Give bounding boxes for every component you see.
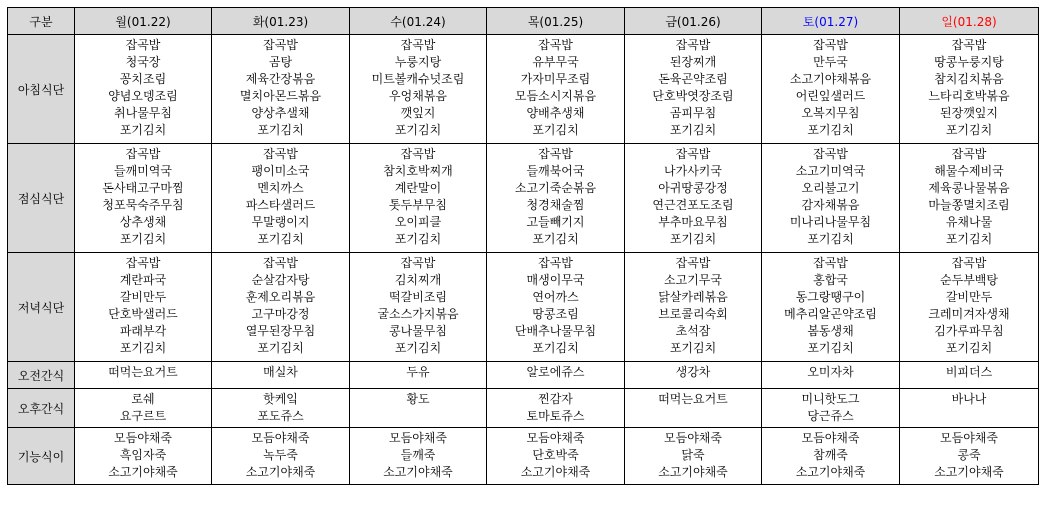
menu-item-list: [350, 35, 486, 139]
menu-item: 고들빼기지: [526, 215, 585, 229]
menu-item: 요구르트: [119, 409, 167, 423]
menu-item: 떡갈비조림: [389, 290, 447, 304]
menu-item: 소고기야채죽: [108, 465, 178, 479]
menu-item: 매생이무국: [526, 273, 585, 287]
menu-cell-sun: [900, 362, 1039, 389]
menu-cell-thu: [487, 144, 625, 253]
menu-cell-tue: [212, 35, 350, 144]
menu-item-list: [900, 362, 1038, 381]
menu-cell-fri: [625, 35, 762, 144]
menu-cell-tue: [212, 144, 350, 253]
menu-item: 잡곡밥: [263, 147, 298, 161]
menu-item: 황도: [406, 392, 430, 406]
menu-item: 포기김치: [807, 232, 854, 246]
menu-item: 제육콩나물볶음: [928, 181, 1010, 195]
menu-cell-mon: [75, 389, 212, 428]
menu-item: 모듬야채죽: [801, 431, 860, 445]
menu-item: 단호박엿장조림: [652, 89, 734, 103]
menu-cell-sat: [762, 389, 900, 428]
menu-cell-mon: [75, 253, 212, 362]
menu-item-list: [487, 35, 624, 139]
menu-cell-mon: [75, 362, 212, 389]
menu-item: 굴소스가지볶음: [377, 307, 459, 321]
menu-item: 양상추샐채: [251, 106, 310, 120]
menu-item: 흑임자죽: [119, 448, 167, 462]
menu-item: 오복지무침: [801, 106, 860, 120]
menu-item: 소고기무국: [664, 273, 722, 287]
menu-item-list: [762, 253, 899, 357]
menu-item: 무말랭이지: [251, 215, 310, 229]
row-label: 점심식단: [8, 144, 75, 253]
menu-item: 포기김치: [257, 123, 304, 137]
menu-item: 잡곡밥: [125, 147, 161, 161]
menu-item: 유부무국: [532, 55, 579, 69]
menu-cell-thu: [487, 362, 625, 389]
breakfast-row: [8, 35, 1039, 144]
menu-item-list: [350, 428, 486, 481]
menu-item: 포기김치: [532, 123, 579, 137]
menu-item-list: [212, 362, 349, 381]
menu-item: 나가사키국: [664, 164, 722, 178]
menu-item: 알로에쥬스: [526, 365, 585, 379]
menu-item-list: [75, 35, 211, 139]
header-category: 구분: [8, 8, 75, 35]
menu-item-list: [900, 144, 1038, 248]
menu-item: 가자미무조림: [520, 72, 591, 86]
menu-cell-wed: [350, 35, 487, 144]
header-day-thu: 목(01.25): [487, 8, 625, 35]
menu-item: 곰탕: [268, 55, 293, 69]
menu-item: 유채나물: [945, 215, 993, 229]
afternoon-snack-row: [8, 389, 1039, 428]
menu-item: 팽이미소국: [251, 164, 310, 178]
menu-item: 고구마강정: [251, 307, 310, 321]
menu-item: 잡곡밥: [538, 256, 573, 270]
menu-item: 잡곡밥: [400, 147, 436, 161]
menu-cell-tue: [212, 362, 350, 389]
menu-item: 들깨죽: [400, 448, 436, 462]
menu-item: 된장찌개: [669, 55, 717, 69]
row-label: 오전간식: [8, 362, 75, 389]
menu-item: 모듬야채죽: [664, 431, 722, 445]
menu-item: 포기김치: [669, 341, 717, 355]
menu-item: 톳두부무침: [389, 198, 447, 212]
menu-item: 소고기야채죽: [383, 465, 453, 479]
menu-item: 로쉐: [131, 392, 155, 406]
menu-cell-mon: [75, 428, 212, 485]
menu-item: 포기김치: [945, 123, 993, 137]
lunch-row: [8, 144, 1039, 253]
header-day-sun: 일(01.28): [900, 8, 1039, 35]
menu-cell-thu: [487, 389, 625, 428]
header-day-fri: 금(01.26): [625, 8, 762, 35]
menu-cell-mon: [75, 35, 212, 144]
menu-cell-sun: [900, 35, 1039, 144]
menu-item-list: [212, 428, 349, 481]
menu-item: 잡곡밥: [400, 38, 436, 52]
menu-cell-sat: [762, 144, 900, 253]
menu-item-list: [75, 428, 211, 481]
menu-cell-wed: [350, 389, 487, 428]
menu-item-list: [762, 428, 899, 481]
menu-item-list: [350, 144, 486, 248]
menu-item: 된장깻잎지: [940, 106, 998, 120]
menu-cell-tue: [212, 253, 350, 362]
row-label: 아침식단: [8, 35, 75, 144]
menu-item: 순두부백탕: [940, 273, 998, 287]
menu-cell-fri: [625, 428, 762, 485]
menu-item: 포기김치: [945, 232, 993, 246]
menu-cell-sat: [762, 35, 900, 144]
menu-item: 홍합국: [813, 273, 848, 287]
menu-item: 포기김치: [532, 232, 579, 246]
menu-item: 브로콜리숙회: [658, 307, 728, 321]
menu-item: 소고기죽순볶음: [514, 181, 597, 195]
menu-item-list: [212, 253, 349, 357]
menu-item: 초석잠: [675, 324, 711, 338]
menu-cell-fri: [625, 144, 762, 253]
menu-item: 파래부각: [119, 324, 167, 338]
menu-item: 잡곡밥: [263, 38, 298, 52]
menu-item: 청경채술찜: [526, 198, 585, 212]
menu-item: 토마토쥬스: [526, 409, 585, 423]
menu-item: 소고기야채죽: [795, 465, 866, 479]
menu-item: 봄동생채: [807, 324, 854, 338]
menu-item-list: [75, 253, 211, 357]
menu-item-list: [212, 389, 349, 425]
menu-cell-wed: [350, 428, 487, 485]
menu-item: 녹두죽: [263, 448, 298, 462]
menu-item-list: [762, 389, 899, 425]
menu-item: 계란말이: [394, 181, 442, 195]
menu-item: 만두국: [813, 55, 848, 69]
row-label: 저녁식단: [8, 253, 75, 362]
menu-item-list: [625, 35, 761, 139]
menu-item: 포기김치: [669, 232, 717, 246]
menu-item: 땅콩조림: [532, 307, 579, 321]
menu-item: 잡곡밥: [125, 256, 161, 270]
menu-item: 잡곡밥: [951, 256, 987, 270]
menu-item: 포기김치: [669, 123, 717, 137]
header-day-sat: 토(01.27): [762, 8, 900, 35]
menu-item: 열무된장무침: [245, 324, 316, 338]
menu-item-list: [900, 35, 1038, 139]
menu-item: 멸치아몬드볶음: [239, 89, 322, 103]
menu-cell-sat: [762, 428, 900, 485]
menu-item: 닭죽: [681, 448, 705, 462]
header-day-mon: 월(01.22): [75, 8, 212, 35]
menu-item: 어린잎샐러드: [795, 89, 866, 103]
menu-item: 참치호박찌개: [383, 164, 453, 178]
menu-item-list: [762, 35, 899, 139]
menu-cell-wed: [350, 362, 487, 389]
weekly-menu-table: [7, 7, 1039, 485]
menu-item: 동그랑땡구이: [795, 290, 866, 304]
menu-item: 포기김치: [394, 232, 442, 246]
header-day-wed: 수(01.24): [350, 8, 487, 35]
menu-item-list: [625, 362, 761, 381]
menu-item: 들깨북어국: [526, 164, 585, 178]
menu-item: 잡곡밥: [538, 147, 573, 161]
menu-item: 콩나물무침: [389, 324, 447, 338]
menu-item: 잡곡밥: [951, 147, 987, 161]
menu-item-list: [900, 428, 1038, 481]
menu-item-list: [75, 362, 211, 381]
menu-item: 생강차: [675, 365, 711, 379]
menu-item: 파스타샐러드: [245, 198, 316, 212]
menu-item: 모듬야채죽: [114, 431, 172, 445]
menu-item: 소고기야채죽: [934, 465, 1004, 479]
row-label: 기능식이: [8, 428, 75, 485]
menu-item: 마늘쫑멸치조림: [928, 198, 1010, 212]
menu-item: 소고기야채죽: [658, 465, 728, 479]
menu-item: 모듬야채죽: [389, 431, 447, 445]
menu-item-list: [75, 389, 211, 425]
menu-cell-wed: [350, 253, 487, 362]
menu-item: 닭살카레볶음: [658, 290, 728, 304]
menu-item: 연어까스: [532, 290, 579, 304]
menu-item-list: [350, 253, 486, 357]
menu-body: [8, 35, 1039, 485]
menu-item: 비피더스: [945, 365, 993, 379]
menu-item: 모듬야채죽: [526, 431, 585, 445]
menu-item-list: [762, 144, 899, 248]
menu-item: 돈사태고구마찜: [102, 181, 184, 195]
menu-cell-wed: [350, 144, 487, 253]
menu-item: 감자채볶음: [801, 198, 860, 212]
menu-cell-thu: [487, 428, 625, 485]
menu-item: 단호박죽: [532, 448, 579, 462]
menu-cell-sat: [762, 253, 900, 362]
menu-item: 당근쥬스: [807, 409, 854, 423]
menu-item: 메추리알곤약조림: [784, 307, 877, 321]
menu-item-list: [625, 253, 761, 357]
menu-item: 오미자차: [807, 365, 854, 379]
menu-item-list: [625, 389, 761, 408]
menu-item: 포기김치: [257, 232, 304, 246]
menu-item-list: [212, 144, 349, 248]
menu-item: 잡곡밥: [813, 38, 848, 52]
menu-item: 매실차: [263, 365, 298, 379]
menu-item: 깻잎지: [400, 106, 436, 120]
menu-item: 참깨죽: [813, 448, 848, 462]
menu-item: 소고기야채볶음: [789, 72, 872, 86]
menu-item-list: [900, 253, 1038, 357]
menu-item: 잡곡밥: [813, 256, 848, 270]
menu-item: 포기김치: [257, 341, 304, 355]
menu-item: 돈육곤약조림: [658, 72, 728, 86]
menu-item: 잡곡밥: [813, 147, 848, 161]
menu-item: 미트볼캐슈넛조림: [371, 72, 465, 86]
menu-item: 두유: [406, 365, 430, 379]
morning-snack-row: [8, 362, 1039, 389]
menu-item-list: [900, 389, 1038, 408]
menu-item: 포기김치: [119, 232, 167, 246]
menu-item: 갈비만두: [945, 290, 993, 304]
menu-item: 오이피클: [394, 215, 442, 229]
menu-item: 포기김치: [532, 341, 579, 355]
menu-item: 잡곡밥: [675, 256, 711, 270]
menu-item: 포기김치: [119, 341, 167, 355]
menu-item: 잡곡밥: [263, 256, 298, 270]
menu-item: 순살감자탕: [251, 273, 310, 287]
menu-item-list: [487, 389, 624, 425]
menu-item-list: [487, 362, 624, 381]
menu-item: 곰피무침: [669, 106, 717, 120]
menu-item: 양배추생채: [526, 106, 585, 120]
menu-item: 청포묵숙주무침: [102, 198, 184, 212]
menu-cell-sun: [900, 144, 1039, 253]
menu-item-list: [487, 253, 624, 357]
menu-item: 모듬야채죽: [251, 431, 310, 445]
menu-item: 포기김치: [945, 341, 993, 355]
menu-item: 포기김치: [807, 341, 854, 355]
menu-item: 멘치까스: [257, 181, 304, 195]
menu-item: 부추마요무침: [658, 215, 728, 229]
menu-item: 잡곡밥: [125, 38, 161, 52]
menu-cell-sun: [900, 428, 1039, 485]
menu-cell-mon: [75, 144, 212, 253]
menu-item: 소고기야채죽: [245, 465, 316, 479]
menu-item: 계란파국: [119, 273, 167, 287]
dinner-row: [8, 253, 1039, 362]
header-row: [8, 8, 1039, 35]
menu-item-list: [487, 144, 624, 248]
menu-cell-sun: [900, 253, 1039, 362]
menu-item: 모듬소시지볶음: [514, 89, 597, 103]
menu-item: 미나리나물무침: [789, 215, 872, 229]
menu-item: 바나나: [951, 392, 987, 406]
menu-item: 취나물무침: [114, 106, 172, 120]
row-label: 오후간식: [8, 389, 75, 428]
menu-item: 포도쥬스: [257, 409, 304, 423]
menu-item: 포기김치: [807, 123, 854, 137]
menu-item: 해물수제비국: [934, 164, 1004, 178]
menu-item: 잡곡밥: [538, 38, 573, 52]
menu-item-list: [350, 362, 486, 381]
menu-item: 잡곡밥: [400, 256, 436, 270]
menu-item: 단배추나물무침: [514, 324, 597, 338]
menu-item: 우엉채볶음: [389, 89, 447, 103]
menu-item-list: [350, 389, 486, 408]
menu-cell-sat: [762, 362, 900, 389]
menu-item: 김가루파무침: [934, 324, 1004, 338]
menu-item: 핫케잌: [263, 392, 298, 406]
menu-item: 땅콩누룽지탕: [934, 55, 1004, 69]
menu-item: 콩죽: [957, 448, 981, 462]
menu-item: 오리불고기: [801, 181, 860, 195]
menu-item: 떠먹는요거트: [108, 365, 178, 379]
menu-item-list: [625, 428, 761, 481]
menu-item: 떠먹는요거트: [658, 392, 728, 406]
menu-item: 제육간장볶음: [245, 72, 316, 86]
menu-item-list: [75, 144, 211, 248]
menu-cell-fri: [625, 389, 762, 428]
menu-item: 김치찌개: [394, 273, 442, 287]
menu-item: 찐감자: [538, 392, 573, 406]
menu-item: 단호박샐러드: [108, 307, 178, 321]
menu-item: 꽁치조림: [119, 72, 167, 86]
menu-item: 잡곡밥: [675, 147, 711, 161]
menu-cell-tue: [212, 428, 350, 485]
menu-item: 훈제오리볶음: [245, 290, 316, 304]
menu-cell-fri: [625, 253, 762, 362]
menu-item: 청국장: [125, 55, 161, 69]
menu-item: 누룽지탕: [394, 55, 442, 69]
menu-cell-tue: [212, 389, 350, 428]
menu-item: 잡곡밥: [675, 38, 711, 52]
menu-item: 양념오뎅조림: [108, 89, 178, 103]
menu-item: 잡곡밥: [951, 38, 987, 52]
menu-item: 상추생채: [119, 215, 167, 229]
menu-item-list: [487, 428, 624, 481]
menu-item: 크레미겨자생채: [928, 307, 1010, 321]
menu-cell-fri: [625, 362, 762, 389]
menu-cell-sun: [900, 389, 1039, 428]
menu-item: 소고기야채죽: [520, 465, 591, 479]
header-day-tue: 화(01.23): [212, 8, 350, 35]
menu-item-list: [625, 144, 761, 248]
menu-item-list: [212, 35, 349, 139]
menu-item: 포기김치: [394, 123, 442, 137]
menu-item: 포기김치: [119, 123, 167, 137]
menu-item: 참치김치볶음: [934, 72, 1004, 86]
menu-cell-thu: [487, 253, 625, 362]
menu-item: 포기김치: [394, 341, 442, 355]
menu-item: 미니핫도그: [801, 392, 860, 406]
menu-item: 연근견포도조림: [652, 198, 734, 212]
menu-item: 느타리호박볶음: [928, 89, 1010, 103]
menu-item: 모듬야채죽: [940, 431, 998, 445]
menu-cell-thu: [487, 35, 625, 144]
menu-item: 들깨미역국: [114, 164, 172, 178]
functional-diet-row: [8, 428, 1039, 485]
menu-item-list: [762, 362, 899, 381]
menu-item: 아귀땅콩강정: [658, 181, 728, 195]
menu-item: 소고기미역국: [795, 164, 866, 178]
menu-item: 갈비만두: [119, 290, 167, 304]
